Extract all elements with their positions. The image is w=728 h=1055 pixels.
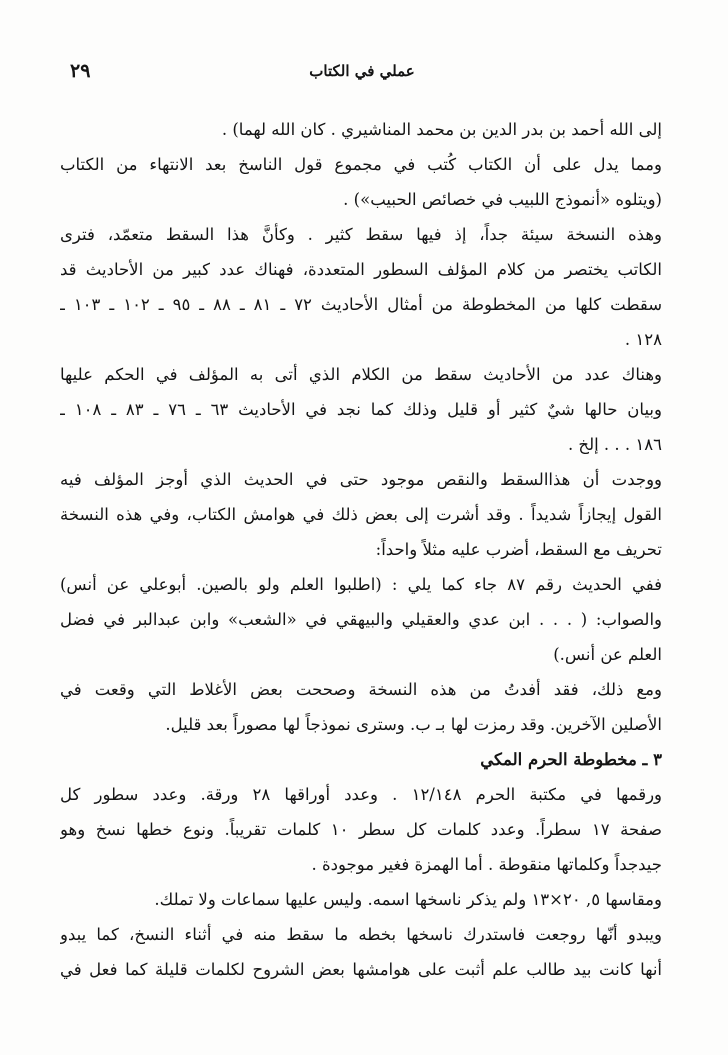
text-line: العلم عن أنس.) — [553, 645, 662, 664]
page-number: ٢٩ — [70, 60, 91, 82]
text-line: ١٨٦ . . . إلخ . — [567, 435, 662, 454]
text-line: ويبدو أنّها روجعت فاستدرك ناسخها بخطه ما سقط منه في أثناء النسخ، كما يبدو — [60, 925, 662, 944]
text-line: ومقاسها ٥, ٢٠×١٣ ولم يذكر ناسخها اسمه. وليس عليها سماعات ولا تملك. — [154, 890, 662, 909]
text-line: والصواب: ( . . . ابن عدي والعقيلي والبيهقي في «الشعب» وابن عبدالبر في فضل — [60, 610, 662, 629]
text-line: القول إيجازاً شديداً . وقد أشرت إلى بعض ذلك في هوامش الكتاب، وفي هذه النسخة — [60, 505, 662, 524]
running-title: عملي في الكتاب — [309, 62, 415, 80]
text-line: إلى الله أحمد بن بدر الدين بن محمد المناشيري . كان الله لهما) . — [221, 120, 662, 139]
text-line: ورقمها في مكتبة الحرم ١٢/١٤٨ . وعدد أوراقها ٢٨ ورقة. وعدد سطور كل — [60, 785, 662, 804]
text-line: وهذه النسخة سيئة جداً، إذ فيها سقط كثير . وكأنَّ هذا السقط متعمّد، فترى — [60, 225, 662, 244]
text-line: الأصلين الآخرين. وقد رمزت لها بـ ب. وسترى نموذجاً لها مصوراً بعد قليل. — [165, 715, 662, 734]
page-body — [60, 112, 662, 987]
text-line: ١٢٨ . — [624, 330, 662, 349]
text-line: سقطت كلها من المخطوطة من أمثال الأحاديث ٧٢ ـ ٨١ ـ ٨٨ ـ ٩٥ ـ ١٠٢ ـ ١٠٣ ـ — [60, 295, 662, 314]
text-line: جيدجداً وكلماتها منقوطة . أما الهمزة فغير موجودة . — [311, 855, 662, 874]
text-line: ففي الحديث رقم ٨٧ جاء كما يلي : (اطلبوا العلم ولو بالصين. أبوعلي عن أنس) — [60, 575, 662, 594]
text-line: (ويتلوه «أنموذج اللبيب في خصائص الحبيب») . — [343, 190, 662, 209]
text-line: ووجدت أن هذاالسقط والنقص موجود حتى في الحديث الذي أوجز المؤلف فيه — [60, 470, 662, 489]
text-line: أنها كانت بيد طالب علم أثبت على هوامشها بعض الشروح لكلمات قليلة كما فعل في — [60, 960, 662, 979]
text-line: وهناك عدد من الأحاديث سقط من الكلام الذي أتى به المؤلف في الحكم عليها — [60, 365, 662, 384]
text-line: وبيان حالها شيٌ كثير أو قليل وذلك كما نجد في الأحاديث ٦٣ ـ ٧٦ ـ ٨٣ ـ ١٠٨ ـ — [60, 400, 662, 419]
text-line: ومع ذلك، فقد أفدتُ من هذه النسخة وصححت بعض الأغلاط التي وقعت في — [60, 680, 662, 699]
text-line: صفحة ١٧ سطراً. وعدد كلمات كل سطر ١٠ كلمات تقريباً. ونوع خطها نسخ وهو — [60, 820, 662, 839]
text-line: ومما يدل على أن الكتاب كُتب في مجموع قول الناسخ بعد الانتهاء من الكتاب — [60, 155, 662, 174]
page-header — [58, 58, 666, 90]
text-line: الكاتب يختصر من كلام المؤلف السطور المتعددة، فهناك عدد كبير من الأحاديث قد — [60, 260, 662, 279]
section-heading: ٣ ـ مخطوطة الحرم المكي — [480, 750, 662, 769]
text-line: تحريف مع السقط، أضرب عليه مثلاً واحداً: — [375, 540, 662, 559]
